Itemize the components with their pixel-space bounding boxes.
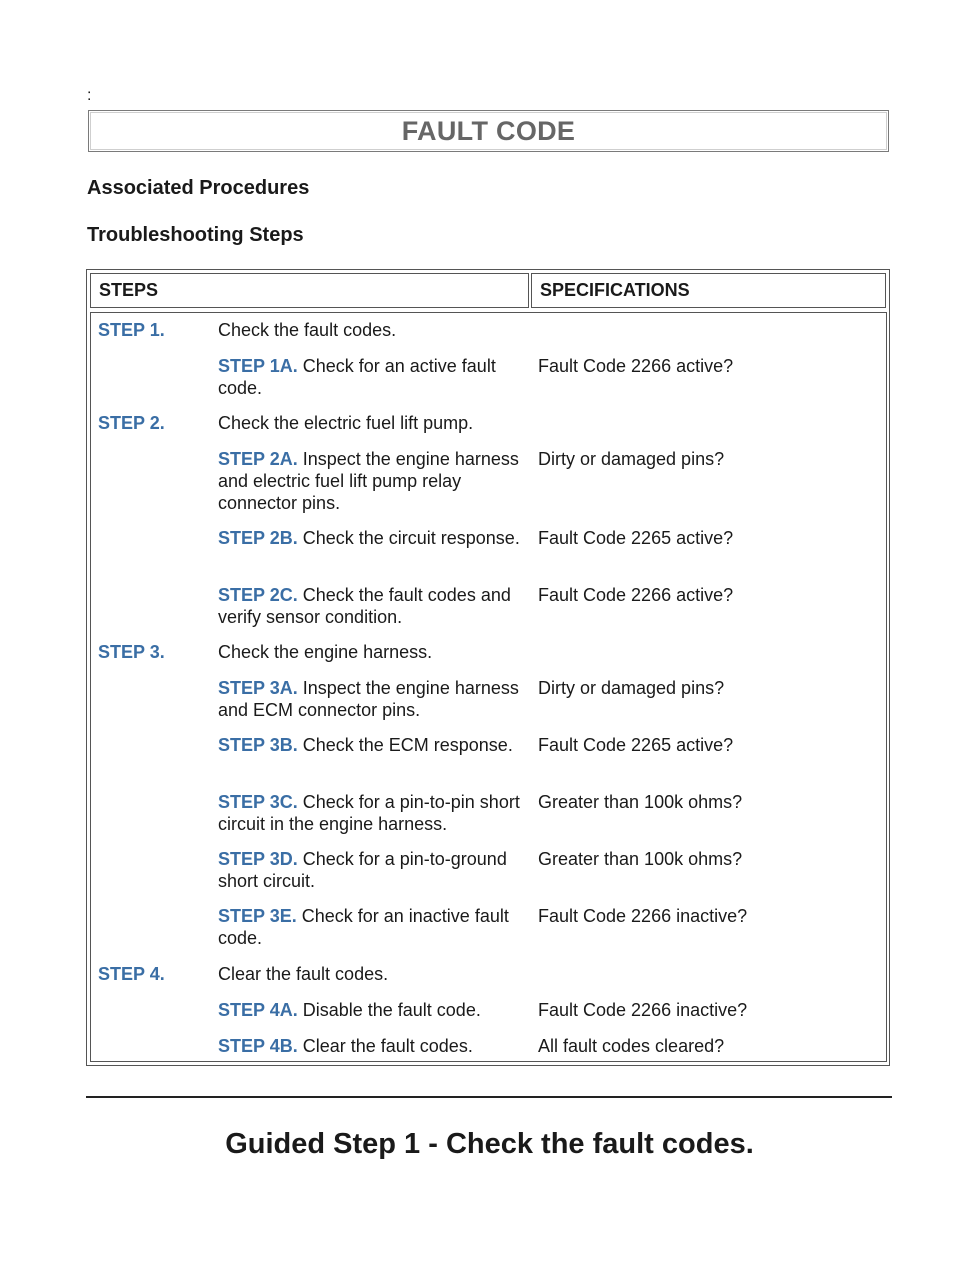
specification: Fault Code 2265 active? <box>538 735 734 755</box>
step-description: Check the fault codes. <box>218 320 397 340</box>
specification: Fault Code 2265 active? <box>538 528 734 548</box>
associated-procedures-heading[interactable]: Associated Procedures <box>87 177 310 199</box>
step-link[interactable]: STEP 2. <box>98 413 165 433</box>
substep-link[interactable]: STEP 2A. <box>218 449 298 469</box>
table-body <box>90 312 887 1062</box>
substep-description: STEP 3C. Check for a pin-to-pin short circuit in the engine harness. <box>218 792 520 834</box>
specifications-column-header: SPECIFICATIONS <box>531 273 886 308</box>
substep-description: STEP 2A. Inspect the engine harness and electric fuel lift pump relay connector pins. <box>218 449 519 513</box>
specification: Fault Code 2266 inactive? <box>538 1000 748 1020</box>
step-description: Clear the fault codes. <box>218 964 389 984</box>
section-divider <box>86 1096 892 1098</box>
specification: Fault Code 2266 active? <box>538 356 734 376</box>
substep-link[interactable]: STEP 2C. <box>218 585 298 605</box>
substep-description: STEP 4B. Clear the fault codes. <box>218 1036 473 1056</box>
substep-description: STEP 3D. Check for a pin-to-ground short circuit. <box>218 849 507 891</box>
substep-description: STEP 3A. Inspect the engine harness and ECM connector pins. <box>218 678 519 720</box>
specification: All fault codes cleared? <box>538 1036 725 1056</box>
substep-link[interactable]: STEP 3D. <box>218 849 298 869</box>
troubleshooting-table <box>86 269 890 1066</box>
page-title: FAULT CODE <box>401 115 576 146</box>
substep-link[interactable]: STEP 4A. <box>218 1000 298 1020</box>
substep-link[interactable]: STEP 3B. <box>218 735 298 755</box>
specification: Dirty or damaged pins? <box>538 449 725 469</box>
guided-step-title: Guided Step 1 - Check the fault codes. <box>225 1128 754 1160</box>
substep-description: STEP 3E. Check for an inactive fault code. <box>218 906 509 948</box>
leading-colon: : <box>87 87 92 104</box>
substep-link[interactable]: STEP 4B. <box>218 1036 298 1056</box>
substep-link[interactable]: STEP 2B. <box>218 528 298 548</box>
specification: Dirty or damaged pins? <box>538 678 725 698</box>
step-link[interactable]: STEP 4. <box>98 964 165 984</box>
substep-link[interactable]: STEP 1A. <box>218 356 298 376</box>
substep-description: STEP 4A. Disable the fault code. <box>218 1000 481 1020</box>
step-description: Check the electric fuel lift pump. <box>218 413 474 433</box>
substep-description: STEP 3B. Check the ECM response. <box>218 735 513 755</box>
troubleshooting-steps-heading: Troubleshooting Steps <box>87 224 304 246</box>
substep-description: STEP 2C. Check the fault codes and verify sensor condition. <box>218 585 511 627</box>
substep-link[interactable]: STEP 3E. <box>218 906 297 926</box>
specification: Fault Code 2266 inactive? <box>538 906 748 926</box>
fault-code-title-box <box>88 110 889 152</box>
substep-link[interactable]: STEP 3A. <box>218 678 298 698</box>
step-link[interactable]: STEP 3. <box>98 642 165 662</box>
substep-description: STEP 2B. Check the circuit response. <box>218 528 520 548</box>
substep-link[interactable]: STEP 3C. <box>218 792 298 812</box>
steps-column-header: STEPS <box>90 273 529 308</box>
specification: Fault Code 2266 active? <box>538 585 734 605</box>
step-description: Check the engine harness. <box>218 642 433 662</box>
specification: Greater than 100k ohms? <box>538 792 743 812</box>
specification: Greater than 100k ohms? <box>538 849 743 869</box>
substep-description: STEP 1A. Check for an active fault code. <box>218 356 496 398</box>
step-link[interactable]: STEP 1. <box>98 320 165 340</box>
